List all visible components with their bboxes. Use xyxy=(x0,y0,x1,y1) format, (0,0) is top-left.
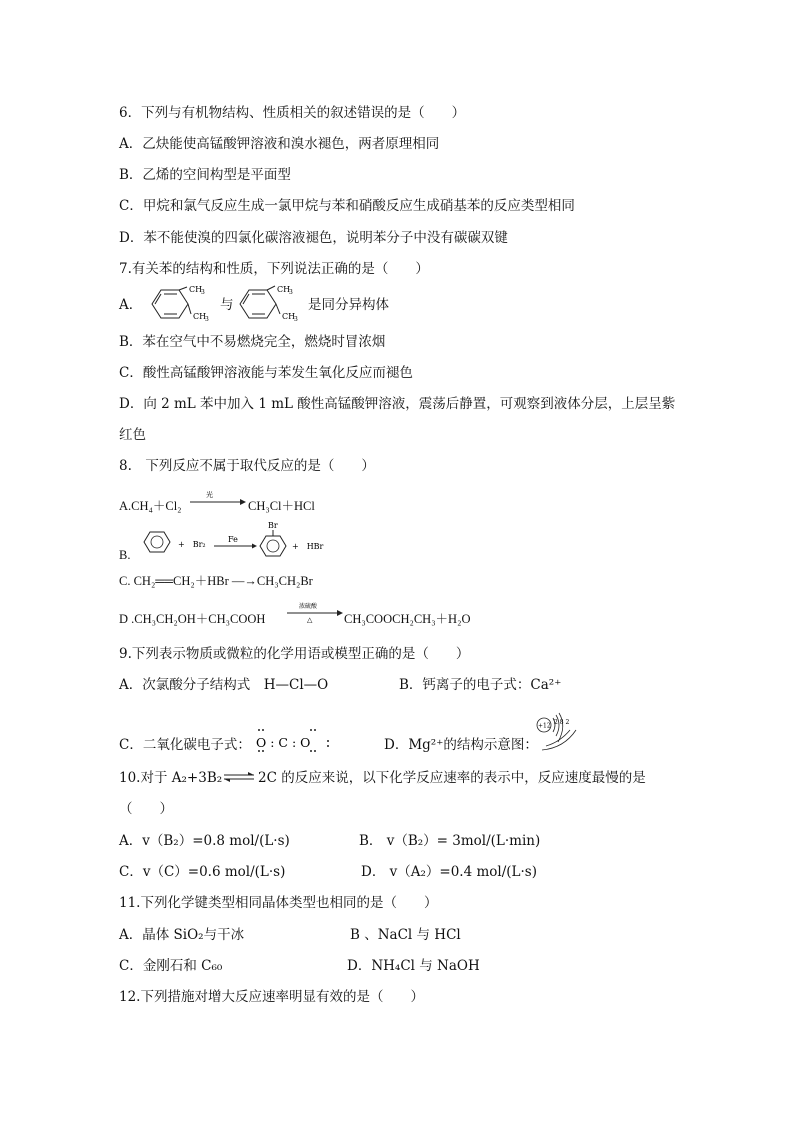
esterification-arrow xyxy=(287,601,343,625)
q8-option-b-label: B. xyxy=(119,548,131,562)
q9-option-a: A．次氯酸分子结构式 H—Cl—O xyxy=(119,677,329,693)
co2-formula: O : C : O xyxy=(256,735,311,750)
q10-option-a: A．v（B₂）=0.8 mol/(L·s) xyxy=(119,833,290,849)
arrow-condition-top: 浓硫酸 xyxy=(299,603,318,610)
q7-option-a-text: 是同分异构体 xyxy=(308,297,389,313)
q8-option-d-reactants: D .CH₃CH₂OH＋CH₃COOH xyxy=(119,612,266,626)
q12-stem: 12.下列措施对增大反应速率明显有效的是（ ） xyxy=(119,989,424,1005)
methyl-label: CH xyxy=(189,285,203,294)
q7-option-c: C．酸性高锰酸钾溶液能与苯发生氧化反应而褪色 xyxy=(119,365,413,381)
q10-stem-start: 10.对于 A₂+3B₂ xyxy=(119,770,223,786)
q7-option-d-line2: 红色 xyxy=(119,427,146,443)
arrow-condition-bottom: △ xyxy=(307,616,313,624)
bromine-reactant: + Br₂ xyxy=(178,540,206,549)
nucleus-charge: +12 xyxy=(538,722,551,730)
q8-option-a-products: CH₃Cl＋HCl xyxy=(248,499,315,513)
q6-option-d: D．苯不能使溴的四氯化碳溶液褪色，说明苯分子中没有碳碳双键 xyxy=(119,230,508,246)
hbr-product: + HBr xyxy=(292,542,324,551)
q9-option-c-label: C．二氧化碳电子式： xyxy=(119,737,251,753)
q9-option-b: B．钙离子的电子式：Ca²⁺ xyxy=(399,677,562,693)
q10-stem-end: 2C 的反应来说，以下化学反应速率的表示中，反应速度最慢的是 xyxy=(258,770,646,786)
q10-option-b: B． v（B₂）= 3mol/(L·min) xyxy=(359,833,541,849)
co2-electron-formula xyxy=(254,727,334,753)
catalyst-label: Fe xyxy=(228,535,238,544)
q8-option-a-reactants: A.CH₄＋Cl₂ xyxy=(119,499,182,513)
q6-stem: 6．下列与有机物结构、性质相关的叙述错误的是（ ） xyxy=(119,105,466,121)
q9-option-d: D．Mg²⁺的结构示意图： xyxy=(384,737,538,753)
q11-option-d: D．NH₄Cl 与 NaOH xyxy=(347,958,480,974)
reaction-arrow xyxy=(190,490,246,510)
benzene-bromination-equation xyxy=(140,522,360,564)
q7-option-a-prefix: A． xyxy=(119,297,143,313)
q10-stem-paren: （ ） xyxy=(119,801,173,817)
q11-option-a: A．晶体 SiO₂与干冰 xyxy=(119,927,245,943)
o-xylene-structure-2 xyxy=(234,284,314,324)
q6-option-c: C．甲烷和氯气反应生成一氯甲烷与苯和硝酸反应生成硝基苯的反应类型相同 xyxy=(119,198,575,214)
methyl-subscript: 3 xyxy=(205,316,209,323)
electron-shells: 2 8 2 xyxy=(554,719,570,726)
bromo-substituent: Br xyxy=(268,521,278,530)
q7-option-b: B．苯在空气中不易燃烧完全，燃烧时冒浓烟 xyxy=(119,334,386,350)
q8-stem: 8. 下列反应不属于取代反应的是（ ） xyxy=(119,458,375,474)
q7-stem: 7.有关苯的结构和性质，下列说法正确的是（ ） xyxy=(119,261,429,277)
q8-option-d-products: CH₃COOCH₂CH₃＋H₂O xyxy=(344,612,471,626)
q11-option-c: C．金刚石和 C₆₀ xyxy=(119,958,223,974)
q10-option-c: C．v（C）=0.6 mol/(L·s) xyxy=(119,864,286,880)
q11-stem: 11.下列化学键类型相同晶体类型也相同的是（ ） xyxy=(119,895,438,911)
methyl-label: CH xyxy=(282,312,296,321)
q9-stem: 9.下列表示物质或微粒的化学用语或模型正确的是（ ） xyxy=(119,646,470,662)
mg-ion-structure-diagram xyxy=(534,712,580,752)
q6-option-b: B．乙烯的空间构型是平面型 xyxy=(119,167,291,183)
q8-option-c: C. CH₂══CH₂＋HBr —→CH₃CH₂Br xyxy=(119,574,313,588)
methyl-label: CH xyxy=(277,285,291,294)
q11-option-b: B 、NaCl 与 HCl xyxy=(350,927,461,943)
arrow-condition: 光 xyxy=(206,491,213,499)
reversible-arrow xyxy=(224,770,256,784)
q7-option-d-line1: D．向 2 mL 苯中加入 1 mL 酸性高锰酸钾溶液，震荡后静置，可观察到液体分层，上层呈紫 xyxy=(119,396,676,412)
methyl-subscript: 3 xyxy=(289,289,293,296)
q7-option-a-and: 与 xyxy=(220,297,234,313)
methyl-subscript: 3 xyxy=(294,316,298,323)
q6-option-a: A．乙炔能使高锰酸钾溶液和溴水褪色，两者原理相同 xyxy=(119,136,440,152)
q10-option-d: D． v（A₂）=0.4 mol/(L·s) xyxy=(361,864,537,880)
methyl-label: CH xyxy=(193,312,207,321)
methyl-subscript: 3 xyxy=(201,289,205,296)
o-xylene-structure-1 xyxy=(143,284,223,324)
